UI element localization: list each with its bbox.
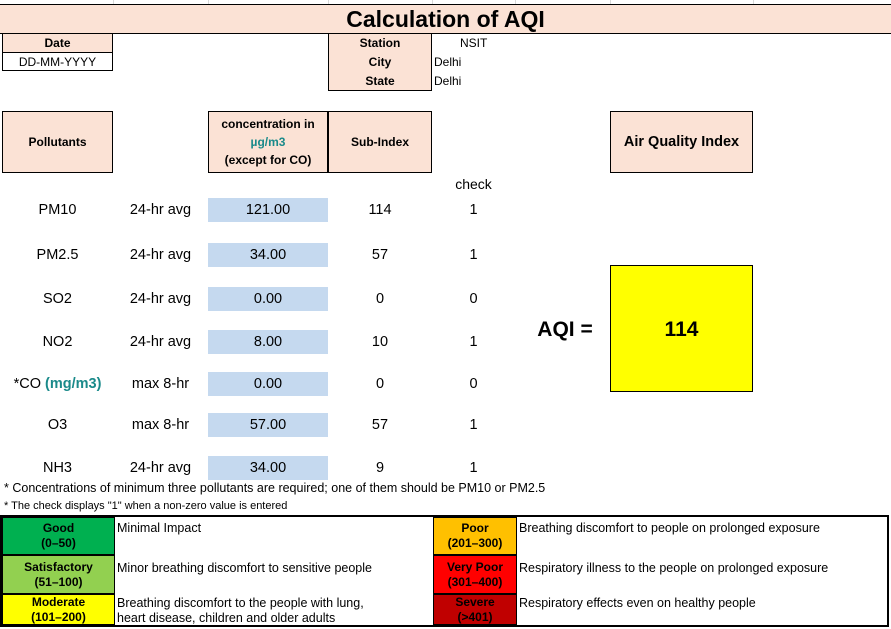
city-label: City (368, 55, 392, 69)
legend-good-range: (0–50) (41, 536, 76, 550)
legend-very-poor-desc: Respiratory illness to the people on prolonged exposure (519, 561, 829, 575)
legend-moderate-desc (117, 596, 364, 626)
subindex-value: 9 (375, 460, 385, 476)
pollutant-label: PM10 (38, 202, 77, 218)
pollutant-name (2, 287, 113, 311)
pollutant-name (2, 456, 113, 480)
legend-good-desc: Minimal Impact (117, 521, 202, 535)
legend-severe-name: Severe (455, 594, 495, 609)
station-label: Station (359, 36, 401, 50)
averaging-period: 24-hr avg (129, 247, 192, 263)
legend-very-poor (433, 555, 517, 594)
station-block (328, 34, 432, 91)
state-label: State (365, 74, 395, 88)
check-value: 1 (469, 334, 478, 350)
concentration-header-line1: concentration in (221, 117, 315, 131)
legend-moderate-desc-line1: Breathing discomfort to the people with lung, (117, 596, 364, 610)
pollutant-label: NH3 (42, 460, 72, 476)
concentration-input[interactable]: 34.00 (208, 456, 328, 480)
check-value: 1 (469, 417, 478, 433)
legend-moderate-range: (101–200) (31, 609, 86, 624)
concentration-input[interactable]: 57.00 (208, 413, 328, 437)
pollutant-name (2, 372, 113, 396)
pollutant-name (2, 243, 113, 267)
legend-moderate-name: Moderate (31, 594, 86, 609)
aqi-header: Air Quality Index (610, 111, 753, 173)
legend-moderate (2, 594, 115, 625)
concentration-header-line3: (except for CO) (224, 153, 312, 167)
legend-very-poor-range: (301–400) (447, 574, 503, 589)
check-value: 1 (469, 460, 478, 476)
pollutant-label: *CO (13, 376, 45, 392)
legend-poor-range: (201–300) (447, 536, 503, 550)
concentration-input[interactable]: 0.00 (208, 287, 328, 311)
legend-satisfactory-range: (51–100) (34, 574, 83, 589)
pollutants-header: Pollutants (2, 111, 113, 173)
concentration-header (208, 111, 328, 173)
date-value[interactable]: DD-MM-YYYY (18, 55, 97, 69)
pollutant-label: NO2 (42, 334, 73, 350)
city-value[interactable]: Delhi (434, 55, 462, 69)
check-value: 0 (469, 291, 478, 307)
subindex-value: 0 (375, 376, 385, 392)
averaging-period: 24-hr avg (129, 334, 192, 350)
concentration-input[interactable]: 121.00 (208, 198, 328, 222)
date-label: Date (3, 34, 112, 53)
legend-severe-range: (>401) (457, 609, 493, 624)
pollutant-unit: (mg/m3) (45, 376, 102, 392)
note-2: * The check displays "1" when a non-zero value is entered (4, 500, 288, 512)
note-1: * Concentrations of minimum three pollutants are required; one of them should be PM10 or PM2.5 (4, 481, 546, 495)
check-value: 1 (469, 202, 478, 218)
pollutant-name (2, 198, 113, 222)
subindex-value: 57 (371, 417, 389, 433)
legend-satisfactory (2, 555, 115, 594)
date-block (2, 34, 113, 71)
legend-poor (433, 517, 517, 555)
sheet-title: Calculation of AQI (0, 4, 891, 34)
subindex-header: Sub-Index (328, 111, 432, 173)
legend-good (2, 517, 115, 555)
aqi-legend (0, 515, 889, 627)
subindex-value: 10 (371, 334, 389, 350)
averaging-period: 24-hr avg (129, 460, 192, 476)
legend-severe (433, 594, 517, 625)
averaging-period: 24-hr avg (129, 202, 192, 218)
averaging-period: 24-hr avg (129, 291, 192, 307)
legend-good-name: Good (42, 521, 75, 535)
legend-poor-desc: Breathing discomfort to people on prolonged exposure (519, 521, 820, 535)
legend-severe-desc: Respiratory effects even on healthy people (519, 596, 756, 610)
station-value[interactable]: NSIT (460, 36, 488, 50)
check-value: 1 (469, 247, 478, 263)
legend-satisfactory-desc: Minor breathing discomfort to sensitive people (117, 561, 372, 575)
subindex-value: 114 (368, 202, 392, 218)
aqi-value: 114 (664, 318, 699, 341)
averaging-period: max 8-hr (131, 376, 190, 392)
pollutant-label: O3 (47, 417, 68, 433)
subindex-value: 0 (375, 291, 385, 307)
subindex-value: 57 (371, 247, 389, 263)
pollutant-label: PM2.5 (36, 247, 79, 263)
legend-satisfactory-name: Satisfactory (24, 559, 93, 574)
concentration-input[interactable]: 8.00 (208, 330, 328, 354)
aqi-value-box (610, 265, 753, 392)
legend-moderate-desc-line2: heart disease, children and older adults (117, 611, 336, 625)
pollutant-name (2, 330, 113, 354)
concentration-input[interactable]: 0.00 (208, 372, 328, 396)
concentration-input[interactable]: 34.00 (208, 243, 328, 267)
pollutant-label: SO2 (42, 291, 72, 307)
check-value: 0 (469, 376, 478, 392)
state-value[interactable]: Delhi (434, 74, 462, 88)
aqi-label: AQI = (537, 318, 593, 341)
check-header: check (455, 176, 492, 192)
legend-very-poor-name: Very Poor (446, 559, 504, 574)
averaging-period: max 8-hr (131, 417, 190, 433)
concentration-unit: µg/m3 (250, 135, 286, 149)
pollutant-name (2, 413, 113, 437)
legend-poor-name: Poor (461, 521, 489, 535)
